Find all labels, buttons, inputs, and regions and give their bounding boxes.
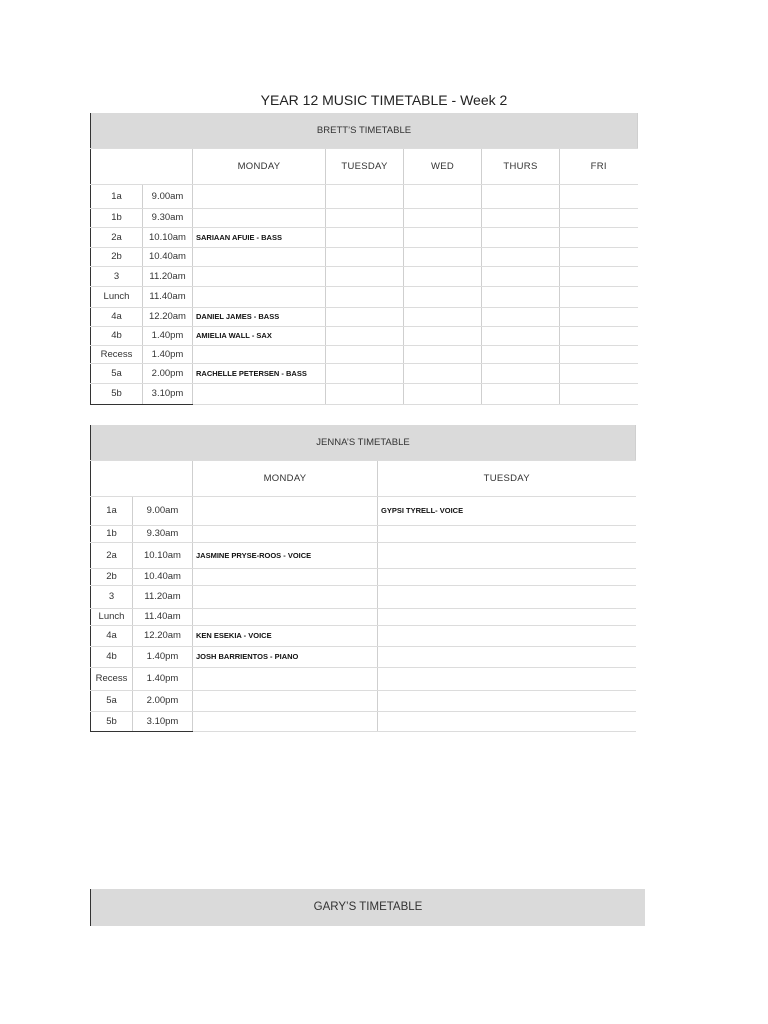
time-cell: 12.20am xyxy=(143,307,193,326)
time-cell: 3.10pm xyxy=(133,711,193,731)
period-cell: 2b xyxy=(91,568,133,585)
time-cell: 10.40am xyxy=(133,568,193,585)
thurs-slot xyxy=(482,286,560,307)
tuesday-slot xyxy=(378,525,636,542)
thurs-slot xyxy=(482,307,560,326)
wed-slot xyxy=(404,383,482,404)
tuesday-slot xyxy=(378,568,636,585)
period-cell: 5b xyxy=(91,711,133,731)
thurs-slot xyxy=(482,326,560,345)
time-cell: 12.20am xyxy=(133,625,193,646)
tuesday-slot xyxy=(326,326,404,345)
table-row xyxy=(91,646,636,667)
day-header-fri: FRI xyxy=(560,148,638,184)
thurs-slot xyxy=(482,247,560,266)
time-cell: 2.00pm xyxy=(143,363,193,383)
day-header-monday: MONDAY xyxy=(193,460,378,496)
table-row xyxy=(91,568,636,585)
thurs-slot xyxy=(482,227,560,247)
time-cell: 3.10pm xyxy=(143,383,193,404)
time-cell: 11.20am xyxy=(133,585,193,608)
thurs-slot xyxy=(482,345,560,363)
wed-slot xyxy=(404,266,482,286)
day-header-tuesday: TUESDAY xyxy=(378,460,636,496)
tuesday-slot xyxy=(326,286,404,307)
period-cell: 5b xyxy=(91,383,143,404)
monday-slot xyxy=(193,184,326,208)
time-cell: 9.00am xyxy=(133,496,193,525)
monday-slot xyxy=(193,345,326,363)
wed-slot xyxy=(404,363,482,383)
monday-slot xyxy=(193,608,378,625)
fri-slot xyxy=(560,227,638,247)
table-row xyxy=(91,363,638,383)
monday-slot xyxy=(193,286,326,307)
period-cell: 4a xyxy=(91,307,143,326)
time-cell: 1.40pm xyxy=(133,667,193,690)
corner-cell xyxy=(91,148,193,184)
table-row xyxy=(91,542,636,568)
table-row xyxy=(91,496,636,525)
period-cell: 2b xyxy=(91,247,143,266)
time-cell: 9.00am xyxy=(143,184,193,208)
fri-slot xyxy=(560,247,638,266)
period-cell: 4a xyxy=(91,625,133,646)
monday-slot: JASMINE PRYSE-ROOS - VOICE xyxy=(193,542,378,568)
tuesday-slot xyxy=(378,690,636,711)
monday-slot: RACHELLE PETERSEN - BASS xyxy=(193,363,326,383)
tuesday-slot xyxy=(378,542,636,568)
wed-slot xyxy=(404,247,482,266)
monday-slot xyxy=(193,266,326,286)
corner-cell xyxy=(91,460,193,496)
day-header-wed: WED xyxy=(404,148,482,184)
fri-slot xyxy=(560,286,638,307)
table-row xyxy=(91,667,636,690)
table-row xyxy=(91,625,636,646)
monday-slot xyxy=(193,247,326,266)
time-cell: 1.40pm xyxy=(143,326,193,345)
tuesday-slot xyxy=(326,208,404,227)
table-row xyxy=(91,227,638,247)
table-row xyxy=(91,307,638,326)
period-cell: 5a xyxy=(91,690,133,711)
monday-slot: KEN ESEKIA - VOICE xyxy=(193,625,378,646)
table-row xyxy=(91,326,638,345)
wed-slot xyxy=(404,345,482,363)
monday-slot xyxy=(193,496,378,525)
fri-slot xyxy=(560,184,638,208)
wed-slot xyxy=(404,208,482,227)
period-cell: 3 xyxy=(91,585,133,608)
thurs-slot xyxy=(482,208,560,227)
time-cell: 9.30am xyxy=(133,525,193,542)
period-cell: 2a xyxy=(91,227,143,247)
fri-slot xyxy=(560,326,638,345)
period-cell: 1b xyxy=(91,208,143,227)
time-cell: 11.20am xyxy=(143,266,193,286)
period-cell: Recess xyxy=(91,345,143,363)
table-row xyxy=(91,208,638,227)
monday-slot xyxy=(193,383,326,404)
day-header-thurs: THURS xyxy=(482,148,560,184)
garys-timetable-header: GARY’S TIMETABLE xyxy=(90,889,645,926)
period-cell: Recess xyxy=(91,667,133,690)
monday-slot: SARIAAN AFUIE - BASS xyxy=(193,227,326,247)
jennas-timetable xyxy=(90,425,636,732)
wed-slot xyxy=(404,184,482,208)
fri-slot xyxy=(560,208,638,227)
monday-slot xyxy=(193,711,378,731)
table-row xyxy=(91,608,636,625)
tuesday-slot xyxy=(326,363,404,383)
tuesday-slot xyxy=(326,247,404,266)
tuesday-slot xyxy=(326,266,404,286)
wed-slot xyxy=(404,286,482,307)
table-row xyxy=(91,286,638,307)
time-cell: 2.00pm xyxy=(133,690,193,711)
monday-slot xyxy=(193,208,326,227)
period-cell: 1a xyxy=(91,184,143,208)
table-row xyxy=(91,266,638,286)
tuesday-slot xyxy=(378,646,636,667)
time-cell: 1.40pm xyxy=(143,345,193,363)
monday-slot xyxy=(193,585,378,608)
table-row xyxy=(91,711,636,731)
table-row xyxy=(91,247,638,266)
fri-slot xyxy=(560,363,638,383)
tuesday-slot xyxy=(326,383,404,404)
tuesday-slot xyxy=(326,227,404,247)
jennas-timetable-header: JENNA’S TIMETABLE xyxy=(91,425,636,460)
time-cell: 10.10am xyxy=(133,542,193,568)
time-cell: 10.10am xyxy=(143,227,193,247)
tuesday-slot xyxy=(378,667,636,690)
period-cell: 2a xyxy=(91,542,133,568)
tuesday-slot xyxy=(378,585,636,608)
bretts-timetable-header: BRETT’S TIMETABLE xyxy=(91,113,638,148)
fri-slot xyxy=(560,383,638,404)
time-cell: 10.40am xyxy=(143,247,193,266)
document-title: YEAR 12 MUSIC TIMETABLE - Week 2 xyxy=(260,92,508,108)
tuesday-slot xyxy=(378,625,636,646)
period-cell: 3 xyxy=(91,266,143,286)
time-cell: 11.40am xyxy=(143,286,193,307)
period-cell: 5a xyxy=(91,363,143,383)
table-row xyxy=(91,690,636,711)
thurs-slot xyxy=(482,383,560,404)
fri-slot xyxy=(560,307,638,326)
monday-slot xyxy=(193,690,378,711)
day-header-tuesday: TUESDAY xyxy=(326,148,404,184)
monday-slot: AMIELIA WALL - SAX xyxy=(193,326,326,345)
tuesday-slot xyxy=(378,608,636,625)
time-cell: 11.40am xyxy=(133,608,193,625)
table-row xyxy=(91,345,638,363)
tuesday-slot xyxy=(378,711,636,731)
thurs-slot xyxy=(482,363,560,383)
thurs-slot xyxy=(482,266,560,286)
time-cell: 1.40pm xyxy=(133,646,193,667)
table-row xyxy=(91,383,638,404)
tuesday-slot xyxy=(326,345,404,363)
tuesday-slot xyxy=(326,307,404,326)
day-header-monday: MONDAY xyxy=(193,148,326,184)
period-cell: 4b xyxy=(91,326,143,345)
tuesday-slot xyxy=(326,184,404,208)
period-cell: 1b xyxy=(91,525,133,542)
monday-slot xyxy=(193,525,378,542)
time-cell: 9.30am xyxy=(143,208,193,227)
fri-slot xyxy=(560,345,638,363)
wed-slot xyxy=(404,326,482,345)
monday-slot: DANIEL JAMES - BASS xyxy=(193,307,326,326)
wed-slot xyxy=(404,307,482,326)
period-cell: 1a xyxy=(91,496,133,525)
table-row xyxy=(91,525,636,542)
bretts-timetable xyxy=(90,113,638,405)
table-row xyxy=(91,184,638,208)
wed-slot xyxy=(404,227,482,247)
fri-slot xyxy=(560,266,638,286)
monday-slot xyxy=(193,667,378,690)
monday-slot xyxy=(193,568,378,585)
period-cell: Lunch xyxy=(91,286,143,307)
monday-slot: JOSH BARRIENTOS - PIANO xyxy=(193,646,378,667)
period-cell: 4b xyxy=(91,646,133,667)
thurs-slot xyxy=(482,184,560,208)
tuesday-slot: GYPSI TYRELL- VOICE xyxy=(378,496,636,525)
period-cell: Lunch xyxy=(91,608,133,625)
table-row xyxy=(91,585,636,608)
